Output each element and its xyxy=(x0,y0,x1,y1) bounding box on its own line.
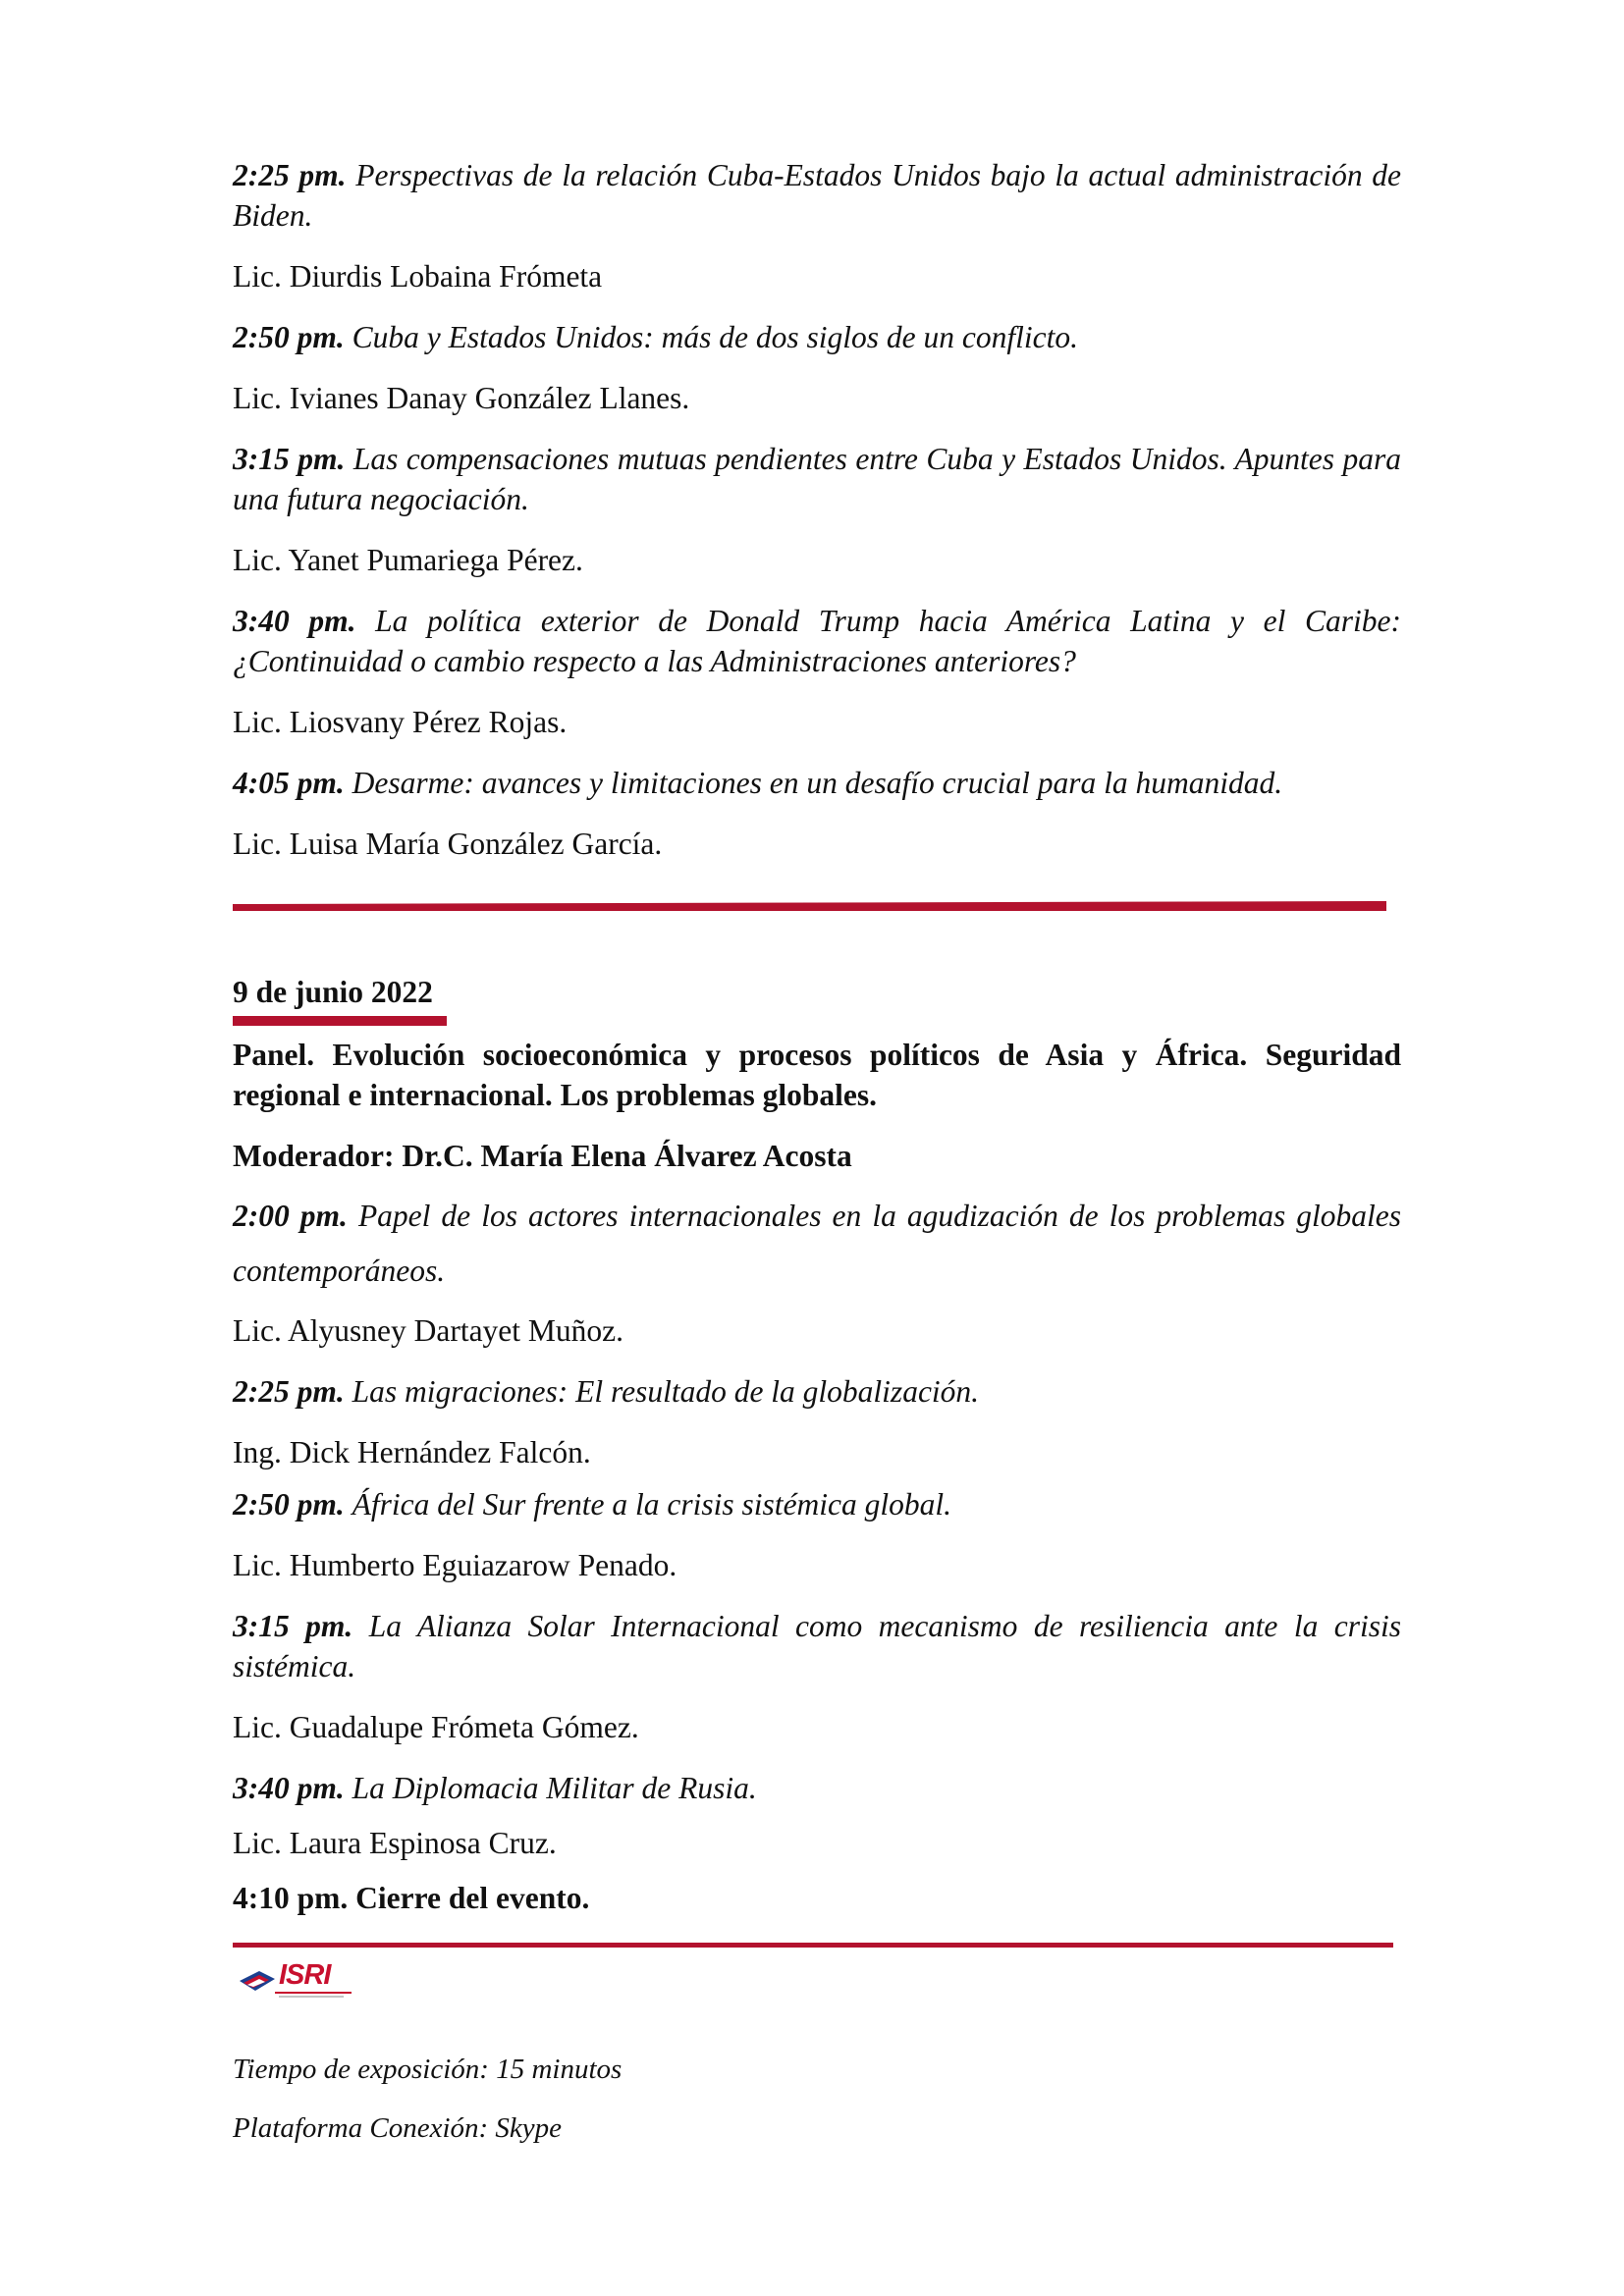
item-time: 3:40 pm. xyxy=(233,1771,345,1805)
item-speaker: Lic. Laura Espinosa Cruz. xyxy=(233,1826,557,1860)
section-2-body xyxy=(233,1035,1401,1918)
footer-notes xyxy=(233,2051,1401,2147)
logo-text: ISRI xyxy=(279,1959,331,1991)
item-time: 2:25 pm. xyxy=(233,158,347,192)
agenda-item-8 xyxy=(233,1484,1401,1524)
item-time: 3:15 pm. xyxy=(233,442,346,476)
item-speaker: Ing. Dick Hernández Falcón. xyxy=(233,1435,591,1469)
agenda-item-4 xyxy=(233,601,1401,681)
section-2 xyxy=(233,972,1401,1012)
isri-logo xyxy=(236,1961,353,2002)
item-speaker: Lic. Yanet Pumariega Pérez. xyxy=(233,543,583,577)
closing-time: 4:10 pm xyxy=(233,1881,341,1915)
item-time: 3:15 pm. xyxy=(233,1609,353,1643)
item-speaker: Lic. Liosvany Pérez Rojas. xyxy=(233,705,568,739)
item-time: 3:40 pm. xyxy=(233,604,356,638)
item-title: La Diplomacia Militar de Rusia. xyxy=(352,1771,757,1805)
item-time: 4:05 pm. xyxy=(233,766,345,800)
closing-text: Cierre del evento. xyxy=(355,1881,590,1915)
item-time: 2:50 pm. xyxy=(233,1487,345,1522)
item-speaker: Lic. Ivianes Danay González Llanes. xyxy=(233,381,690,415)
moderator: Moderador: Dr.C. María Elena Álvarez Acosta xyxy=(233,1139,852,1173)
footer-divider xyxy=(233,1943,1393,1948)
agenda-item-9 xyxy=(233,1606,1401,1686)
agenda-item-1 xyxy=(233,155,1401,236)
session-date: 9 de junio 2022 xyxy=(233,975,433,1009)
item-speaker: Lic. Luisa María González García. xyxy=(233,827,663,861)
agenda-item-3 xyxy=(233,439,1401,519)
closing-line: 4:10 pm. Cierre del evento. xyxy=(233,1881,590,1915)
item-speaker: Lic. Humberto Eguiazarow Penado. xyxy=(233,1548,677,1582)
date-underline xyxy=(233,1016,447,1026)
section-divider xyxy=(233,901,1386,911)
item-title: Las migraciones: El resultado de la globalización. xyxy=(352,1374,980,1409)
platform-note: Plataforma Conexión: Skype xyxy=(233,2112,563,2144)
item-title: La política exterior de Donald Trump hacia América Latina y el Caribe: ¿Continuidad o cambio respecto a las Administraciones anteriores? xyxy=(233,604,1402,678)
item-title: La Alianza Solar Internacional como mecanismo de resiliencia ante la crisis sistémica. xyxy=(233,1609,1401,1683)
item-speaker: Lic. Guadalupe Frómeta Gómez. xyxy=(233,1710,639,1744)
exposure-time-note: Tiempo de exposición: 15 minutos xyxy=(233,2054,623,2085)
item-time: 2:50 pm. xyxy=(233,320,345,354)
item-title: África del Sur frente a la crisis sistémica global. xyxy=(352,1487,952,1522)
agenda-item-6 xyxy=(233,1189,1401,1299)
section-1 xyxy=(233,155,1401,864)
panel-title: Panel. Evolución socioeconómica y procesos políticos de Asia y África. Seguridad regional e internacional. Los problemas globales. xyxy=(233,1038,1401,1112)
agenda-item-10 xyxy=(233,1768,1401,1808)
item-title: Cuba y Estados Unidos: más de dos siglos de un conflicto. xyxy=(352,320,1078,354)
item-time: 2:00 pm. xyxy=(233,1199,348,1233)
item-title: Perspectivas de la relación Cuba-Estados Unidos bajo la actual administración de Biden. xyxy=(233,158,1402,233)
item-speaker: Lic. Diurdis Lobaina Frómeta xyxy=(233,259,603,294)
item-speaker: Lic. Alyusney Dartayet Muñoz. xyxy=(233,1313,624,1348)
agenda-item-2 xyxy=(233,317,1401,357)
agenda-item-7 xyxy=(233,1371,1401,1412)
item-title: Papel de los actores internacionales en la agudización de los problemas globales contemporáneos. xyxy=(233,1199,1402,1288)
item-title: Desarme: avances y limitaciones en un desafío crucial para la humanidad. xyxy=(352,766,1283,800)
item-title: Las compensaciones mutuas pendientes entre Cuba y Estados Unidos. Apuntes para una futura negociación. xyxy=(233,442,1402,516)
item-time: 2:25 pm. xyxy=(233,1374,345,1409)
agenda-item-5 xyxy=(233,763,1401,803)
